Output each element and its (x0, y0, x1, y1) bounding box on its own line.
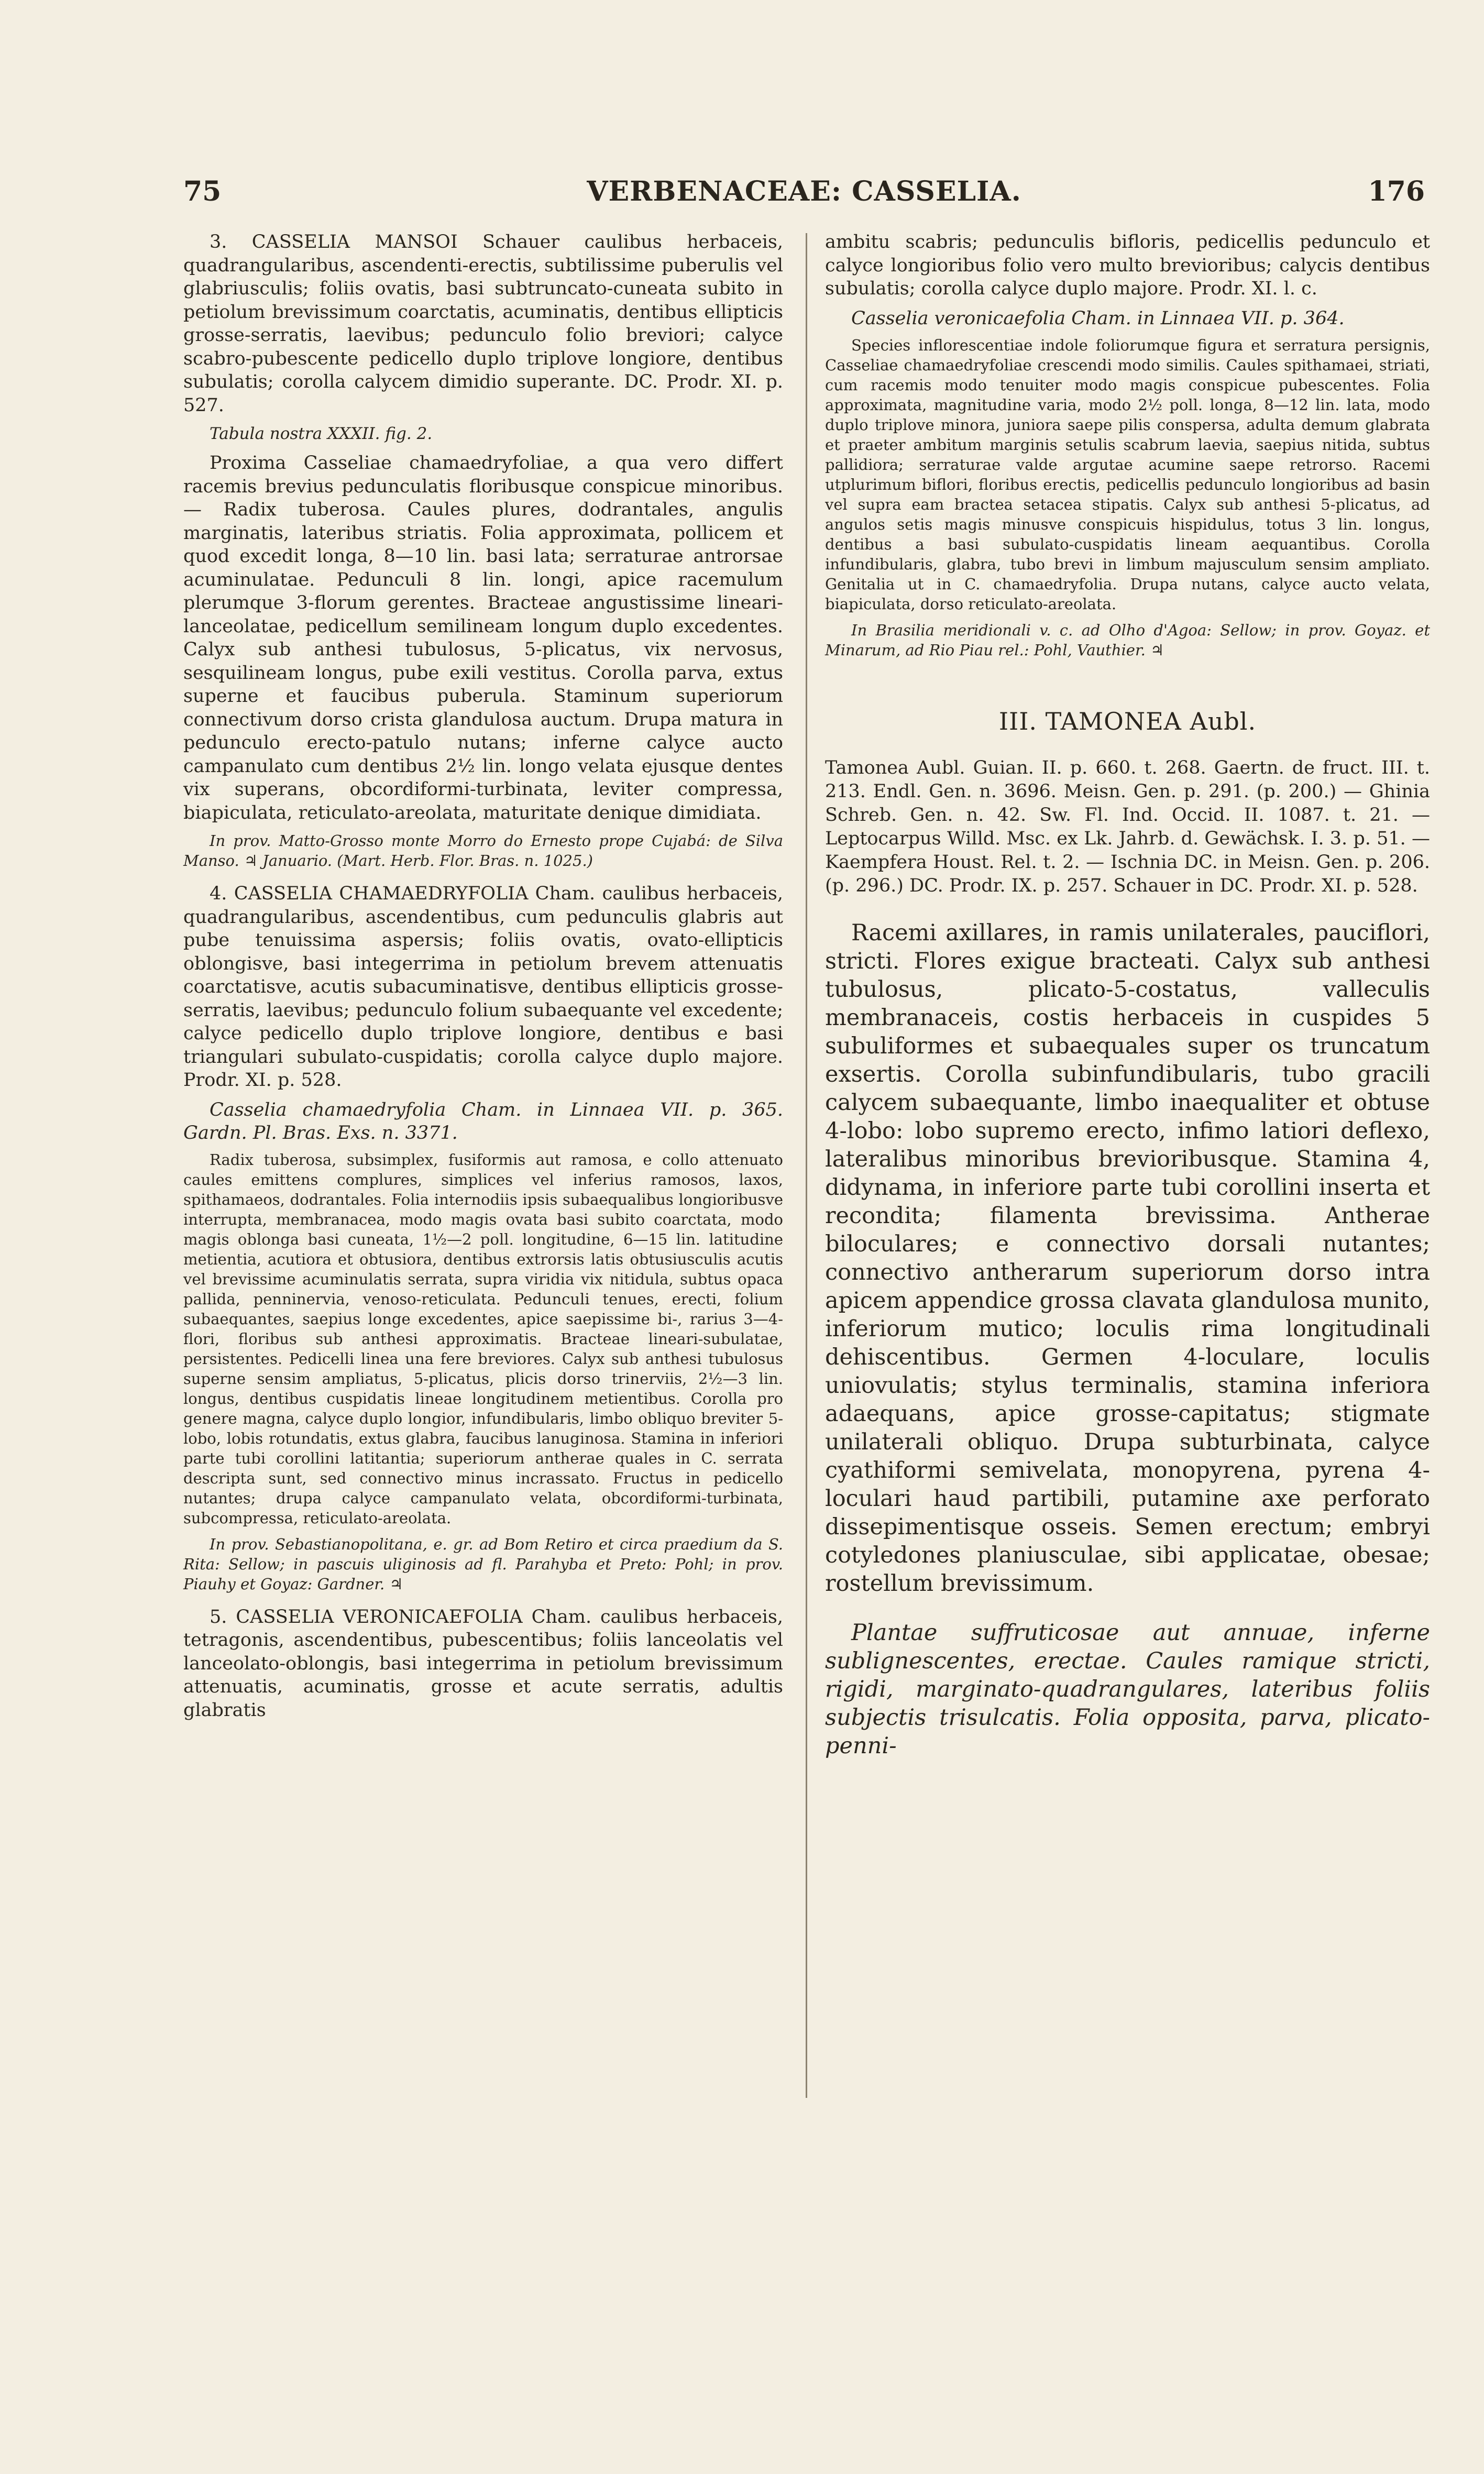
genus-habit: Plantae suffruticosae aut annuae, inferne sublignescentes, erectae. Caules ramique stricti, rigidi, marginato-quadrangulares, lateribus foliis subjectis trisulcatis. Folia opposita, parva, plicato-penni- (825, 1619, 1430, 1759)
species-3-plate-ref: Tabula nostra XXXII. fig. 2. (210, 424, 433, 443)
left-column (183, 230, 783, 1728)
species-4-synonym: Casselia chamaedryfolia Cham. in Linnaea VII. p. 365. Gardn. Pl. Bras. Exs. n. 3371. (183, 1099, 783, 1143)
species-3 (183, 230, 783, 417)
species-4-diagnosis: 4. CASSELIA CHAMAEDRYFOLIA Cham. caulibus herbaceis, quadrangularibus, ascendentibus, cum pedunculis glabris aut pube tenuissima aspersis; foliis ovatis, ovato-ellipticis oblongisve, basi integerrima in petiolum brevem attenuatis coarctatisve, acutis subacuminatisve, dentibus ellipticis grosse-serratis, laevibus; pedunculo folium subaequante vel excedente; calyce pedicello duplo triplove longiore, dentibus e basi triangulari subulato-cuspidatis; corolla calyce duplo majore. Prodr. XI. p. 528. (183, 883, 783, 1091)
species-5-description: Species inflorescentiae indole foliorumque figura et serratura persignis, Casseliae chamaedryfoliae crescendi modo similis. Caules spithamaei, striati, cum racemis modo tenuiter modo magis conspicue pubescentes. Folia approximata, magnitudine varia, modo 2½ poll. longa, 8—12 lin. lata, modo duplo triplove minora, juniora saepe pilis conspersa, adulta demum glabrata et praeter ambitum marginis setulis scabrum laevia, saepius nitida, subtus pallidiora; serraturae valde argutae acumine saepe retrorso. Racemi utplurimum biflori, floribus erectis, pedicellis pedunculo longioribus ad basin vel supra eam bractea setacea stipatis. Calyx sub anthesi 5-plicatus, ad angulos setis magis minusve conspicuis hispidulus, totus 3 lin. longus, dentibus a basi subulato-cuspidatis lineam aequantibus. Corolla infundibularis, glabra, tubo brevi in limbum majusculum sensim ampliato. Genitalia ut in C. chamaedryfolia. Drupa nutans, calyce aucto velata, biapiculata, dorso reticulato-areolata. (825, 336, 1430, 613)
genus-synonymy: Tamonea Aubl. Guian. II. p. 660. t. 268. Gaertn. de fruct. III. t. 213. Endl. Gen. n. 3696. Meisn. Gen. p. 291. (p. 200.) — Ghinia Schreb. Gen. n. 42. Sw. Fl. Ind. Occid. II. 1087. t. 21. — Leptocarpus Willd. Msc. ex Lk. Jahrb. d. Gewächsk. I. 3. p. 51. — Kaempfera Houst. Rel. t. 2. — Ischnia DC. in Meisn. Gen. p. 206. (p. 296.) DC. Prodr. IX. p. 257. Schauer in DC. Prodr. XI. p. 528. (825, 757, 1430, 896)
running-title: VERBENACEAE: CASSELIA. (587, 175, 1021, 207)
species-4 (183, 882, 783, 1092)
species-4-description: Radix tuberosa, subsimplex, fusiformis aut ramosa, e collo attenuato caules emittens complures, simplices vel inferius ramosos, laxos, spithamaeos, dodrantales. Folia internodiis ipsis subaequalibus longioribusve interrupta, membranacea, modo magis ovata basi subito coarctata, modo magis oblonga basi cuneata, 1½—2 poll. longitudine, 6—15 lin. latitudine metientia, acutiora et obtusiora, dentibus extrorsis latis obtusiusculis acutis vel brevissime acuminulatis serrata, supra viridia vix nitidula, subtus opaca pallida, penninervia, venoso-reticulata. Pedunculi tenues, erecti, folium subaequantes, saepius longe excedentes, apice saepissime bi-, rarius 3—4-flori, floribus sub anthesi approximatis. Bracteae lineari-subulatae, persistentes. Pedicelli linea una fere breviores. Calyx sub anthesi tubulosus superne sensim ampliatus, 5-plicatus, plicis dorso trinerviis, 2½—3 lin. longus, dentibus cuspidatis lineae longitudinem metientibus. Corolla pro genere magna, calyce duplo longior, infundibularis, limbo obliquo breviter 5-lobo, lobis rotundatis, extus glabra, faucibus lanuginosa. Stamina in inferiori parte tubi corollini latitantia; superiorum antherae quales in C. serrata descripta sunt, sed connectivo minus incrassato. Fructus in pedicello nutantes; drupa calyce campanulato velata, obcordiformi-turbinata, subcompressa, reticulato-areolata. (183, 1150, 783, 1527)
genus-heading: III. TAMONEA Aubl. (998, 707, 1257, 735)
genus-description: Racemi axillares, in ramis unilaterales, pauciflori, stricti. Flores exigue bracteati. Calyx sub anthesi tubulosus, plicato-5-costatus, valleculis membranaceis, costis herbaceis in cuspides 5 subuliformes et subaequales super os truncatum exsertis. Corolla subinfundibularis, tubo gracili calycem subaequante, limbo inaequaliter et obtuse 4-lobo: lobo supremo erecto, infimo latiori deflexo, lateralibus minoribus brevioribusque. Stamina 4, didynama, in inferiore parte tubi corollini inserta et recondita; filamenta brevissima. Antherae biloculares; e connectivo dorsali nutantes; connectivo antherarum superiorum dorso intra apicem appendice grossa clavata glandulosa munito, inferiorum mutico; loculis rima longitudinali dehiscentibus. Germen 4-loculare, loculis uniovulatis; stylus terminalis, stamina inferiora adaequans, apice grosse-capitatus; stigmate unilaterali obliquo. Drupa subturbinata, calyce cyathiformi semivelata, monopyrena, pyrena 4-loculari haud partibili, putamine axe perforato dissepimentisque osseis. Semen erectum; embryi cotyledones planiusculae, sibi applicatae, obesae; rostellum brevissimum. (825, 919, 1430, 1597)
left-page-number: 75 (183, 175, 222, 207)
species-3-diagnosis: 3. CASSELIA MANSOI Schauer caulibus herbaceis, quadrangularibus, ascendenti-erectis, subtilissime puberulis vel glabriusculis; foliis ovatis, basi subtruncato-cuneata subito in petiolum brevissimum coarctatis, acuminatis, dentibus ellipticis grosse-serratis, laevibus; pedunculo folio breviori; calyce scabro-pubescente pedicello duplo triplove longiore, dentibus subulatis; corolla calycem dimidio superante. DC. Prodr. XI. p. 527. (183, 232, 783, 416)
right-column (825, 230, 1430, 1760)
species-5-diagnosis-cont: ambitu scabris; pedunculis bifloris, pedicellis pedunculo et calyce longioribus folio vero multo brevioribus; calycis dentibus subulatis; corolla calyce duplo majore. Prodr. XI. l. c. (825, 232, 1430, 299)
species-3-description: Proxima Casseliae chamaedryfoliae, a qua vero differt racemis brevius pedunculatis floribusque conspicue minoribus. — Radix tuberosa. Caules plures, dodrantales, angulis marginatis, lateribus striatis. Folia approximata, pollicem et quod excedit longa, 8—10 lin. basi lata; serraturae antrorsae acuminulatae. Pedunculi 8 lin. longi, apice racemulum plerumque 3-florum gerentes. Bracteae angustissime lineari-lanceolatae, pedicellum semilineam longum duplo excedentes. Calyx sub anthesi tubulosus, 5-plicatus, vix nervosus, sesquilineam longus, pube exili vestitus. Corolla parva, extus superne et faucibus puberula. Staminum superiorum connectivum dorso crista glandulosa auctum. Drupa matura in pedunculo erecto-patulo nutans; inferne calyce aucto campanulato cum dentibus 2½ lin. longo velata ejusque dentes vix superans, obcordiformi-turbinata, leviter compressa, biapiculata, reticulato-areolata, maturitate denique dimidiata. (183, 453, 783, 823)
species-5 (183, 1606, 783, 1722)
species-5-synonym: Casselia veronicaefolia Cham. in Linnaea VII. p. 364. (851, 307, 1345, 329)
species-5-locality: In Brasilia meridionali v. c. ad Olho d'Agoa: Sellow; in prov. Goyaz. et Minarum, ad Rio Piau rel.: Pohl, Vauthier. ♃ (825, 621, 1430, 659)
page-header (183, 175, 1425, 212)
species-4-locality: In prov. Sebastianopolitana, e. gr. ad Bom Retiro et circa praedium da S. Rita: Sellow; in pascuis uliginosis ad fl. Parahyba et Preto: Pohl; in prov. Piauhy et Goyaz: Gardner. ♃ (183, 1535, 783, 1593)
species-3-locality: In prov. Matto-Grosso monte Morro do Ernesto prope Cujabá: de Silva Manso. ♃ Januario. (Mart. Herb. Flor. Bras. n. 1025.) (183, 832, 783, 870)
column-divider (806, 233, 807, 2098)
species-5-diagnosis-start: 5. CASSELIA VERONICAEFOLIA Cham. caulibus herbaceis, tetragonis, ascendentibus, pubescentibus; foliis lanceolatis vel lanceolato-oblongis, basi integerrima in petiolum brevissimum attenuatis, acuminatis, grosse et acute serratis, adultis glabratis (183, 1606, 783, 1721)
right-page-number: 176 (1368, 175, 1425, 207)
